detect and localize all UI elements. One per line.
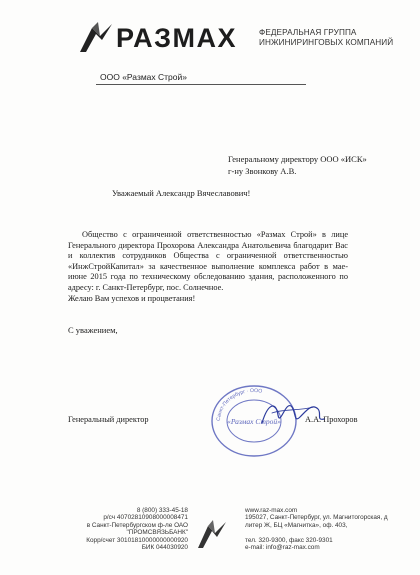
company-name: ООО «Размах Строй» [100,72,187,82]
footer-line: в Санкт-Петербургском ф-ле ОАО [86,521,188,529]
stamp-ring-text: Санкт-Петербург · ООО [215,387,263,422]
brand-subtitle-line: ИНЖИНИРИНГОВЫХ КОМПАНИЙ [259,38,394,47]
addressee-line: Генеральному директору ООО «ИСК» [228,154,367,164]
footer-contacts [245,507,388,551]
stamp-center-text: «Размах Строй» [227,417,281,426]
signature-icon [258,393,328,433]
footer-line: Корр/счет 30101810000000000920 [86,536,188,544]
greeting: Уважаемый Александр Вячеславович! [112,188,251,198]
footer-line: литер Ж, БЦ «Магнитка», оф. 403, [245,521,348,529]
body-paragraph: Общество с ограниченной ответственностью «Размах Строй» в лице Генерального директора Прохорова Александра Анатольевича благодарит Вас и коллектив сотрудников Общества с ограниченной ответственностью «ИнжСтройКапитал» за качественное выполнение комплекса работ в мае-июне 2015 года по техническому обследованию здания, расположенного по адресу: г. Санкт-Петербург, пос. Солнечное. [68,230,348,292]
footer-line: "ПРОМСВЯЗЬБАНК" [126,529,188,537]
razmakh-footer-logo-icon [196,520,228,550]
brand-subtitle [259,28,393,48]
footer-bank-details [86,507,188,551]
letter-body [68,230,348,304]
footer-line: 8 (800) 333-45-18 [136,507,188,514]
footer-line: 195027, Санкт-Петербург, ул. Магнитогорская, д [245,514,388,522]
footer-line: e-mail: info@raz-max.com [245,544,320,552]
closing: С уважением, [68,325,118,335]
footer-line: тел. 320-9300, факс 320-9301 [245,536,333,544]
body-wish: Желаю Вам успехов и процветания! [68,293,196,303]
signer-name: А.А. Прохоров [305,415,358,424]
brand-subtitle-line: ФЕДЕРАЛЬНАЯ ГРУППА [259,28,357,37]
footer-line: р/сч 40702810908000008471 [103,514,188,522]
footer-line [245,529,388,536]
footer-line: БИК 044030920 [141,544,188,552]
razmakh-logo-icon [78,22,114,54]
brand-name: РАЗМАХ [116,23,238,53]
addressee-line: г-ну Звонкову А.В. [228,166,297,176]
footer-line: www.raz-max.com [245,507,298,514]
company-underline [96,84,306,85]
signer-title: Генеральный директор [68,415,149,424]
addressee-block [228,153,367,177]
